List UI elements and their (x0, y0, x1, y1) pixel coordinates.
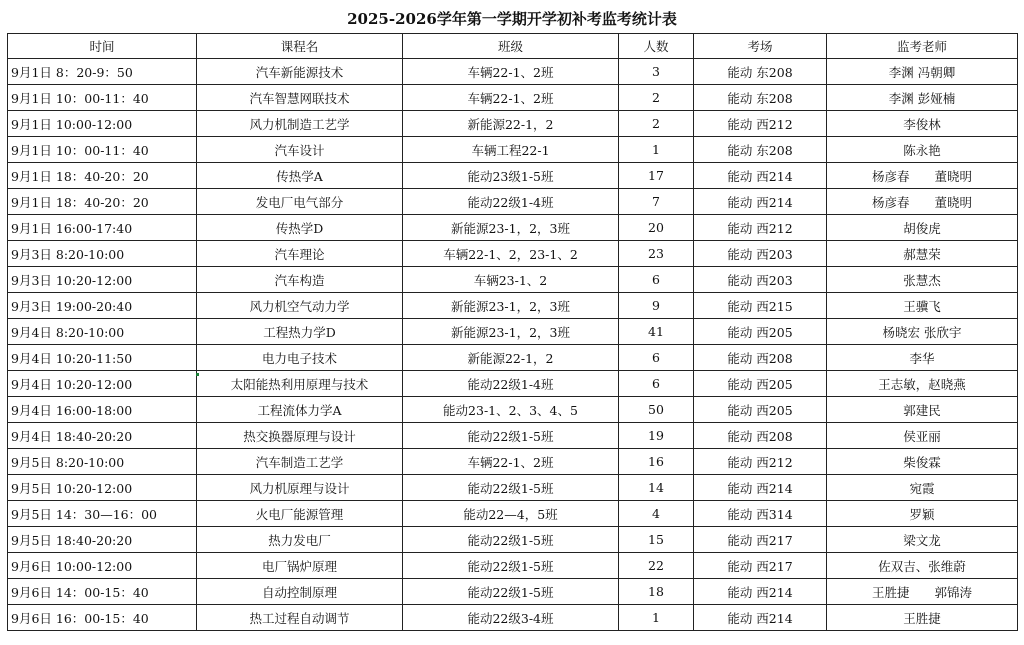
class-cell[interactable]: 能动22级1-5班 (403, 423, 619, 449)
time-cell[interactable]: 9月3日 10:20-12:00 (8, 267, 197, 293)
time-cell[interactable]: 9月4日 10:20-12:00 (8, 371, 197, 397)
time-cell[interactable]: 9月6日 10:00-12:00 (8, 553, 197, 579)
table-row (8, 527, 1018, 553)
room-cell[interactable]: 能动 西214 (694, 189, 827, 215)
count-cell[interactable]: 6 (619, 267, 694, 293)
class-cell[interactable]: 能动22级1-5班 (403, 553, 619, 579)
table-row (8, 501, 1018, 527)
table-row (8, 241, 1018, 267)
count-cell[interactable]: 2 (619, 111, 694, 137)
class-cell[interactable]: 新能源22-1，2 (403, 111, 619, 137)
table-row (8, 85, 1018, 111)
time-cell[interactable]: 9月4日 18:40-20:20 (8, 423, 197, 449)
course-cell[interactable]: 汽车构造 (197, 267, 403, 293)
course-cell[interactable]: 传热学D (197, 215, 403, 241)
count-cell[interactable]: 9 (619, 293, 694, 319)
class-cell[interactable]: 车辆23-1、2 (403, 267, 619, 293)
room-cell[interactable]: 能动 西208 (694, 345, 827, 371)
proctor-cell[interactable]: 郝慧荣 (827, 241, 1018, 267)
table-row (8, 371, 1018, 397)
count-cell[interactable]: 17 (619, 163, 694, 189)
exam-schedule-table (7, 33, 1018, 631)
course-cell[interactable]: 热力发电厂 (197, 527, 403, 553)
time-cell[interactable]: 9月6日 16：00-15：40 (8, 605, 197, 631)
proctor-cell[interactable]: 杨彦春 董晓明 (827, 163, 1018, 189)
count-cell[interactable]: 41 (619, 319, 694, 345)
time-cell[interactable]: 9月1日 10：00-11：40 (8, 137, 197, 163)
course-cell[interactable]: 风力机制造工艺学 (197, 111, 403, 137)
proctor-cell[interactable]: 张慧杰 (827, 267, 1018, 293)
room-cell[interactable]: 能动 西203 (694, 267, 827, 293)
count-cell[interactable]: 15 (619, 527, 694, 553)
class-cell[interactable]: 新能源23-1，2，3班 (403, 293, 619, 319)
column-header-room[interactable]: 考场 (694, 34, 827, 59)
table-row (8, 163, 1018, 189)
column-header-count[interactable]: 人数 (619, 34, 694, 59)
proctor-cell[interactable]: 杨彦春 董晓明 (827, 189, 1018, 215)
course-cell[interactable]: 汽车制造工艺学 (197, 449, 403, 475)
header-row (8, 34, 1018, 59)
count-cell[interactable]: 6 (619, 371, 694, 397)
course-cell[interactable]: 电厂锅炉原理 (197, 553, 403, 579)
class-cell[interactable]: 车辆工程22-1 (403, 137, 619, 163)
room-cell[interactable]: 能动 西214 (694, 605, 827, 631)
table-row (8, 59, 1018, 85)
class-cell[interactable]: 能动22级1-4班 (403, 371, 619, 397)
time-cell[interactable]: 9月1日 10：00-11：40 (8, 85, 197, 111)
course-cell[interactable]: 汽车理论 (197, 241, 403, 267)
course-cell[interactable]: 发电厂电气部分 (197, 189, 403, 215)
course-cell[interactable]: 风力机原理与设计 (197, 475, 403, 501)
count-cell[interactable]: 1 (619, 137, 694, 163)
proctor-cell[interactable]: 王胜捷 (827, 605, 1018, 631)
proctor-cell[interactable]: 佐双吉、张维蔚 (827, 553, 1018, 579)
table-row (8, 267, 1018, 293)
course-cell[interactable]: 太阳能热利用原理与技术 (197, 371, 403, 397)
column-header-class[interactable]: 班级 (403, 34, 619, 59)
course-cell[interactable]: 传热学A (197, 163, 403, 189)
table-row (8, 605, 1018, 631)
proctor-cell[interactable]: 柴俊霖 (827, 449, 1018, 475)
table-row (8, 397, 1018, 423)
table-row (8, 111, 1018, 137)
course-cell[interactable]: 自动控制原理 (197, 579, 403, 605)
class-cell[interactable]: 能动22级1-4班 (403, 189, 619, 215)
count-cell[interactable]: 18 (619, 579, 694, 605)
proctor-cell[interactable]: 李华 (827, 345, 1018, 371)
room-cell[interactable]: 能动 西217 (694, 553, 827, 579)
room-cell[interactable]: 能动 西214 (694, 163, 827, 189)
proctor-cell[interactable]: 李渊 冯朝卿 (827, 59, 1018, 85)
proctor-cell[interactable]: 杨晓宏 张欣宇 (827, 319, 1018, 345)
class-cell[interactable]: 车辆22-1、2班 (403, 85, 619, 111)
room-cell[interactable]: 能动 西208 (694, 423, 827, 449)
table-body (8, 59, 1018, 631)
class-cell[interactable]: 能动22—4，5班 (403, 501, 619, 527)
table-row (8, 553, 1018, 579)
table-row (8, 293, 1018, 319)
proctor-cell[interactable]: 王骥飞 (827, 293, 1018, 319)
room-cell[interactable]: 能动 西212 (694, 111, 827, 137)
room-cell[interactable]: 能动 西212 (694, 449, 827, 475)
time-cell[interactable]: 9月3日 19:00-20:40 (8, 293, 197, 319)
count-cell[interactable]: 19 (619, 423, 694, 449)
column-header-time[interactable]: 时间 (8, 34, 197, 59)
room-cell[interactable]: 能动 西217 (694, 527, 827, 553)
proctor-cell[interactable]: 侯亚丽 (827, 423, 1018, 449)
proctor-cell[interactable]: 王胜捷 郭锦涛 (827, 579, 1018, 605)
time-cell[interactable]: 9月1日 18：40-20：20 (8, 189, 197, 215)
room-cell[interactable]: 能动 东208 (694, 85, 827, 111)
course-cell[interactable]: 电力电子技术 (197, 345, 403, 371)
count-cell[interactable]: 50 (619, 397, 694, 423)
class-cell[interactable]: 车辆22-1、2，23-1、2 (403, 241, 619, 267)
class-cell[interactable]: 能动23-1、2、3、4、5 (403, 397, 619, 423)
count-cell[interactable]: 14 (619, 475, 694, 501)
count-cell[interactable]: 20 (619, 215, 694, 241)
count-cell[interactable]: 2 (619, 85, 694, 111)
course-cell[interactable]: 热交换器原理与设计 (197, 423, 403, 449)
proctor-cell[interactable]: 王志敏，赵晓燕 (827, 371, 1018, 397)
count-cell[interactable]: 22 (619, 553, 694, 579)
room-cell[interactable]: 能动 西214 (694, 579, 827, 605)
course-cell[interactable]: 汽车新能源技术 (197, 59, 403, 85)
time-cell[interactable]: 9月1日 18：40-20：20 (8, 163, 197, 189)
class-cell[interactable]: 车辆22-1、2班 (403, 59, 619, 85)
room-cell[interactable]: 能动 西203 (694, 241, 827, 267)
class-cell[interactable]: 能动23级1-5班 (403, 163, 619, 189)
room-cell[interactable]: 能动 西205 (694, 371, 827, 397)
room-cell[interactable]: 能动 西314 (694, 501, 827, 527)
time-cell[interactable]: 9月5日 8:20-10:00 (8, 449, 197, 475)
proctor-cell[interactable]: 梁文龙 (827, 527, 1018, 553)
table-row (8, 423, 1018, 449)
count-cell[interactable]: 4 (619, 501, 694, 527)
proctor-cell[interactable]: 陈永艳 (827, 137, 1018, 163)
course-cell[interactable]: 火电厂能源管理 (197, 501, 403, 527)
table-row (8, 137, 1018, 163)
room-cell[interactable]: 能动 东208 (694, 59, 827, 85)
course-cell[interactable]: 风力机空气动力学 (197, 293, 403, 319)
proctor-cell[interactable]: 郭建民 (827, 397, 1018, 423)
class-cell[interactable]: 能动22级3-4班 (403, 605, 619, 631)
class-cell[interactable]: 能动22级1-5班 (403, 579, 619, 605)
proctor-cell[interactable]: 李渊 彭娅楠 (827, 85, 1018, 111)
count-cell[interactable]: 16 (619, 449, 694, 475)
table-row (8, 579, 1018, 605)
class-cell[interactable]: 车辆22-1、2班 (403, 449, 619, 475)
class-cell[interactable]: 新能源22-1，2 (403, 345, 619, 371)
class-cell[interactable]: 新能源23-1，2，3班 (403, 319, 619, 345)
course-cell[interactable]: 工程流体力学A (197, 397, 403, 423)
proctor-cell[interactable]: 李俊林 (827, 111, 1018, 137)
count-cell[interactable]: 23 (619, 241, 694, 267)
time-cell[interactable]: 9月5日 14：30—16：00 (8, 501, 197, 527)
proctor-cell[interactable]: 罗颖 (827, 501, 1018, 527)
class-cell[interactable]: 能动22级1-5班 (403, 475, 619, 501)
time-cell[interactable]: 9月5日 10:20-12:00 (8, 475, 197, 501)
room-cell[interactable]: 能动 西212 (694, 215, 827, 241)
cell-comment-marker (196, 373, 199, 376)
table-row (8, 319, 1018, 345)
course-cell[interactable]: 工程热力学D (197, 319, 403, 345)
time-cell[interactable]: 9月1日 16:00-17:40 (8, 215, 197, 241)
room-cell[interactable]: 能动 西205 (694, 397, 827, 423)
time-cell[interactable]: 9月1日 8：20-9：50 (8, 59, 197, 85)
time-cell[interactable]: 9月3日 8:20-10:00 (8, 241, 197, 267)
table-row (8, 189, 1018, 215)
room-cell[interactable]: 能动 西205 (694, 319, 827, 345)
time-cell[interactable]: 9月4日 8:20-10:00 (8, 319, 197, 345)
class-cell[interactable]: 新能源23-1，2，3班 (403, 215, 619, 241)
table-title: 2025-2026学年第一学期开学初补考监考统计表 (347, 10, 677, 28)
table-row (8, 215, 1018, 241)
course-cell[interactable]: 汽车设计 (197, 137, 403, 163)
proctor-cell[interactable]: 胡俊虎 (827, 215, 1018, 241)
count-cell[interactable]: 6 (619, 345, 694, 371)
room-cell[interactable]: 能动 西215 (694, 293, 827, 319)
time-cell[interactable]: 9月1日 10:00-12:00 (8, 111, 197, 137)
count-cell[interactable]: 3 (619, 59, 694, 85)
count-cell[interactable]: 1 (619, 605, 694, 631)
room-cell[interactable]: 能动 西214 (694, 475, 827, 501)
class-cell[interactable]: 能动22级1-5班 (403, 527, 619, 553)
time-cell[interactable]: 9月4日 16:00-18:00 (8, 397, 197, 423)
table-row (8, 345, 1018, 371)
column-header-course[interactable]: 课程名 (197, 34, 403, 59)
time-cell[interactable]: 9月5日 18:40-20:20 (8, 527, 197, 553)
proctor-cell[interactable]: 宛霞 (827, 475, 1018, 501)
time-cell[interactable]: 9月4日 10:20-11:50 (8, 345, 197, 371)
count-cell[interactable]: 7 (619, 189, 694, 215)
time-cell[interactable]: 9月6日 14：00-15：40 (8, 579, 197, 605)
table-row (8, 475, 1018, 501)
course-cell[interactable]: 热工过程自动调节 (197, 605, 403, 631)
course-cell[interactable]: 汽车智慧网联技术 (197, 85, 403, 111)
column-header-proctor[interactable]: 监考老师 (827, 34, 1018, 59)
room-cell[interactable]: 能动 东208 (694, 137, 827, 163)
table-row (8, 449, 1018, 475)
